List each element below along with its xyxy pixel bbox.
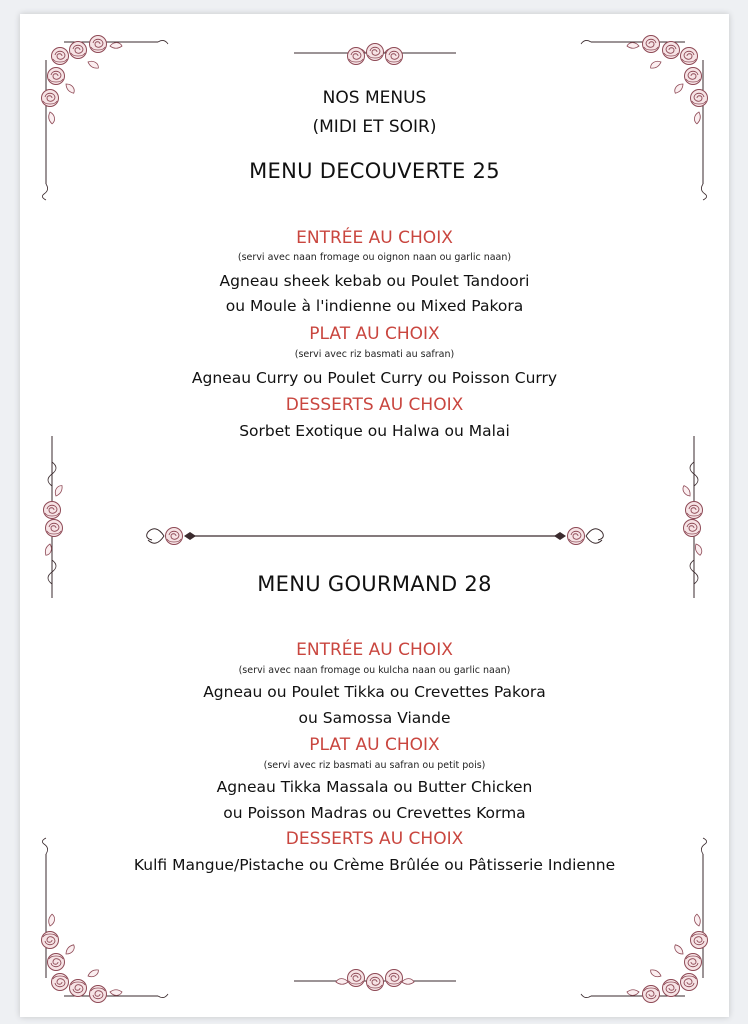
menu1-dessert-label: DESSERTS AU CHOIX xyxy=(285,395,464,415)
menu2-dessert-label: DESSERTS AU CHOIX xyxy=(285,829,464,849)
menu2-entree-line2: ou Samossa Viande xyxy=(298,709,451,727)
menu2-entree-line1: Agneau ou Poulet Tikka ou Crevettes Pakora xyxy=(203,683,546,701)
menu2-entree-label: ENTRÉE AU CHOIX xyxy=(296,640,453,660)
menu2-plat-line2: ou Poisson Madras ou Crevettes Korma xyxy=(223,804,526,822)
menu1-plat-line1: Agneau Curry ou Poulet Curry ou Poisson Curry xyxy=(191,369,558,387)
menu2-entree-note: (servi avec naan fromage ou kulcha naan ou garlic naan) xyxy=(238,665,511,676)
menu2-dessert-line1: Kulfi Mangue/Pistache ou Crème Brûlée ou Pâtisserie Indienne xyxy=(133,856,616,874)
menu2-plat-line1: Agneau Tikka Massala ou Butter Chicken xyxy=(216,778,533,796)
top-center-flourish xyxy=(290,38,460,68)
menu1-entree-label: ENTRÉE AU CHOIX xyxy=(296,228,453,248)
header-title: NOS MENUS xyxy=(322,88,427,108)
menu1-entree-line2: ou Moule à l'indienne ou Mixed Pakora xyxy=(225,297,524,315)
menu-gourmand-title: MENU GOURMAND 28 xyxy=(257,572,492,596)
menu1-entree-line1: Agneau sheek kebab ou Poulet Tandoori xyxy=(219,272,530,290)
menu1-plat-label: PLAT AU CHOIX xyxy=(309,324,440,344)
header-subtitle: (MIDI ET SOIR) xyxy=(312,117,437,137)
menu-decouverte-title: MENU DECOUVERTE 25 xyxy=(249,159,500,183)
menu2-plat-note: (servi avec riz basmati au safran ou petit pois) xyxy=(263,760,486,771)
menu2-plat-label: PLAT AU CHOIX xyxy=(309,735,440,755)
menu1-dessert-line1: Sorbet Exotique ou Halwa ou Malai xyxy=(239,422,510,440)
menu1-plat-note: (servi avec riz basmati au safran) xyxy=(294,349,455,360)
bottom-center-flourish xyxy=(290,966,460,996)
middle-divider-flourish xyxy=(142,514,608,558)
menu-page xyxy=(20,14,729,1017)
menu1-entree-note: (servi avec naan fromage ou oignon naan ou garlic naan) xyxy=(237,252,512,263)
